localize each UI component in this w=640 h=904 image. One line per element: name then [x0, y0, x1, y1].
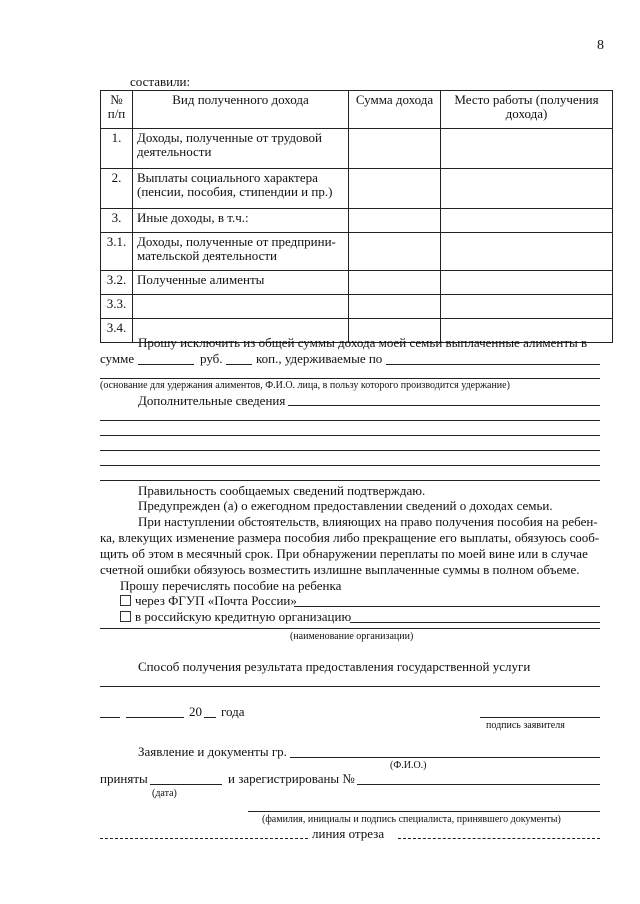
row-num: 3.	[101, 209, 133, 233]
row-num: 1.	[101, 129, 133, 169]
alimony-kop-field[interactable]	[226, 364, 252, 365]
post-field[interactable]	[294, 606, 600, 607]
bank-checkbox[interactable]	[120, 611, 131, 622]
row-workplace-cell[interactable]	[441, 295, 613, 319]
header-type: Вид полученного дохода	[133, 91, 349, 129]
row-sum-cell[interactable]	[349, 295, 441, 319]
date-month-field[interactable]	[126, 717, 184, 718]
cut-line-right	[398, 838, 600, 839]
row-workplace-cell[interactable]	[441, 169, 613, 209]
row-workplace-cell[interactable]	[441, 271, 613, 295]
bank-field[interactable]	[350, 622, 600, 623]
specialist-caption: (фамилия, инициалы и подпись специалиста, принявшего документы)	[262, 814, 561, 825]
intro-text: составили:	[130, 74, 191, 89]
row-num: 3.1.	[101, 233, 133, 271]
page-number: 8	[597, 38, 604, 53]
date-year-field[interactable]	[204, 717, 216, 718]
additional-info-field[interactable]	[288, 405, 600, 406]
additional-info-line[interactable]	[100, 420, 600, 421]
row-sum-cell[interactable]	[349, 209, 441, 233]
signature-field[interactable]	[480, 717, 600, 718]
result-method-label: Способ получения результата предоставления государственной услуги	[138, 659, 531, 674]
additional-info-line[interactable]	[100, 450, 600, 451]
option-post[interactable]	[120, 593, 297, 608]
table-row	[101, 295, 613, 319]
row-sum-cell[interactable]	[349, 169, 441, 209]
table-row	[101, 169, 613, 209]
registration-number-field[interactable]	[357, 784, 600, 785]
organization-field[interactable]	[100, 628, 600, 629]
organization-caption: (наименование организации)	[290, 631, 414, 642]
table-header-row	[101, 91, 613, 129]
reception-label: Заявление и документы гр.	[138, 744, 287, 759]
row-type: Доходы, полученные от трудовой деятельности	[133, 129, 349, 169]
date-year-prefix: 20	[189, 704, 202, 719]
obligation-paragraph-line: щить об этом в месячный срок. При обнаружении переплаты по моей вине или в случае	[100, 546, 588, 561]
alimony-basis-caption: (основание для удержания алиментов, Ф.И.О. лица, в пользу которого производится удержание)	[100, 380, 510, 391]
additional-info-line[interactable]	[100, 465, 600, 466]
applicant-name-field[interactable]	[290, 757, 600, 758]
obligation-paragraph-line: ка, влекущих изменение размера пособия либо прекращение его выплаты, обязуюсь сооб-	[100, 530, 600, 545]
option-bank[interactable]	[120, 609, 351, 624]
row-num: 3.2.	[101, 271, 133, 295]
header-workplace: Место работы (получения дохода)	[441, 91, 613, 129]
row-type: Иные доходы, в т.ч.:	[133, 209, 349, 233]
row-num: 3.3.	[101, 295, 133, 319]
row-type	[133, 295, 349, 319]
row-sum-cell[interactable]	[349, 233, 441, 271]
date-year-suffix: года	[221, 704, 245, 719]
table-row	[101, 209, 613, 233]
row-num: 2.	[101, 169, 133, 209]
row-num: 3.4.	[101, 319, 133, 343]
obligation-paragraph-line: счетной ошибки обязуюсь возместить излишне выплаченные суммы в полном объеме.	[100, 562, 580, 577]
alimony-rub-field[interactable]	[138, 364, 194, 365]
accepted-label: приняты	[100, 771, 148, 786]
specialist-field[interactable]	[248, 811, 600, 812]
header-num: № п/п	[101, 91, 133, 129]
additional-info-line[interactable]	[100, 435, 600, 436]
table-row	[101, 129, 613, 169]
row-workplace-cell[interactable]	[441, 129, 613, 169]
header-sum: Сумма дохода	[349, 91, 441, 129]
alimony-sum-label: сумме	[100, 351, 135, 366]
table-row	[101, 233, 613, 271]
cut-line-label: линия отреза	[312, 826, 385, 841]
alimony-rub-label: руб.	[200, 351, 223, 366]
date-day-field[interactable]	[100, 717, 120, 718]
option-bank-label: в российскую кредитную организацию	[135, 609, 352, 624]
post-checkbox[interactable]	[120, 595, 131, 606]
date-caption: (дата)	[152, 788, 177, 799]
registered-label: и зарегистрированы №	[228, 771, 355, 786]
signature-caption: подпись заявителя	[486, 720, 565, 731]
alimony-request-text: Прошу исключить из общей суммы дохода моей семьи выплаченные алименты в	[138, 335, 588, 350]
alimony-basis-field-2[interactable]	[100, 378, 600, 379]
row-sum-cell[interactable]	[349, 271, 441, 295]
option-post-label: через ФГУП «Почта России»	[135, 593, 297, 608]
table-row	[101, 271, 613, 295]
obligation-paragraph-line: При наступлении обстоятельств, влияющих на право получения пособия на ребен-	[138, 514, 598, 529]
transfer-title: Прошу перечислять пособие на ребенка	[120, 578, 342, 593]
cut-line-left	[100, 838, 308, 839]
additional-info-label: Дополнительные сведения	[138, 393, 286, 408]
additional-info-line[interactable]	[100, 480, 600, 481]
accepted-date-field[interactable]	[150, 784, 222, 785]
row-type: Полученные алименты	[133, 271, 349, 295]
confirm-text: Правильность сообщаемых сведений подтверждаю.	[138, 483, 426, 498]
row-sum-cell[interactable]	[349, 129, 441, 169]
alimony-kop-label: коп., удерживаемые по	[256, 351, 383, 366]
warned-text: Предупрежден (а) о ежегодном предоставлении сведений о доходах семьи.	[138, 498, 553, 513]
row-type: Доходы, полученные от предприни-мательской деятельности	[133, 233, 349, 271]
row-workplace-cell[interactable]	[441, 233, 613, 271]
alimony-basis-field[interactable]	[386, 364, 600, 365]
fio-caption: (Ф.И.О.)	[390, 760, 427, 771]
income-table	[100, 90, 613, 343]
result-method-field[interactable]	[100, 686, 600, 687]
row-type: Выплаты социального характера (пенсии, пособия, стипендии и пр.)	[133, 169, 349, 209]
row-workplace-cell[interactable]	[441, 209, 613, 233]
